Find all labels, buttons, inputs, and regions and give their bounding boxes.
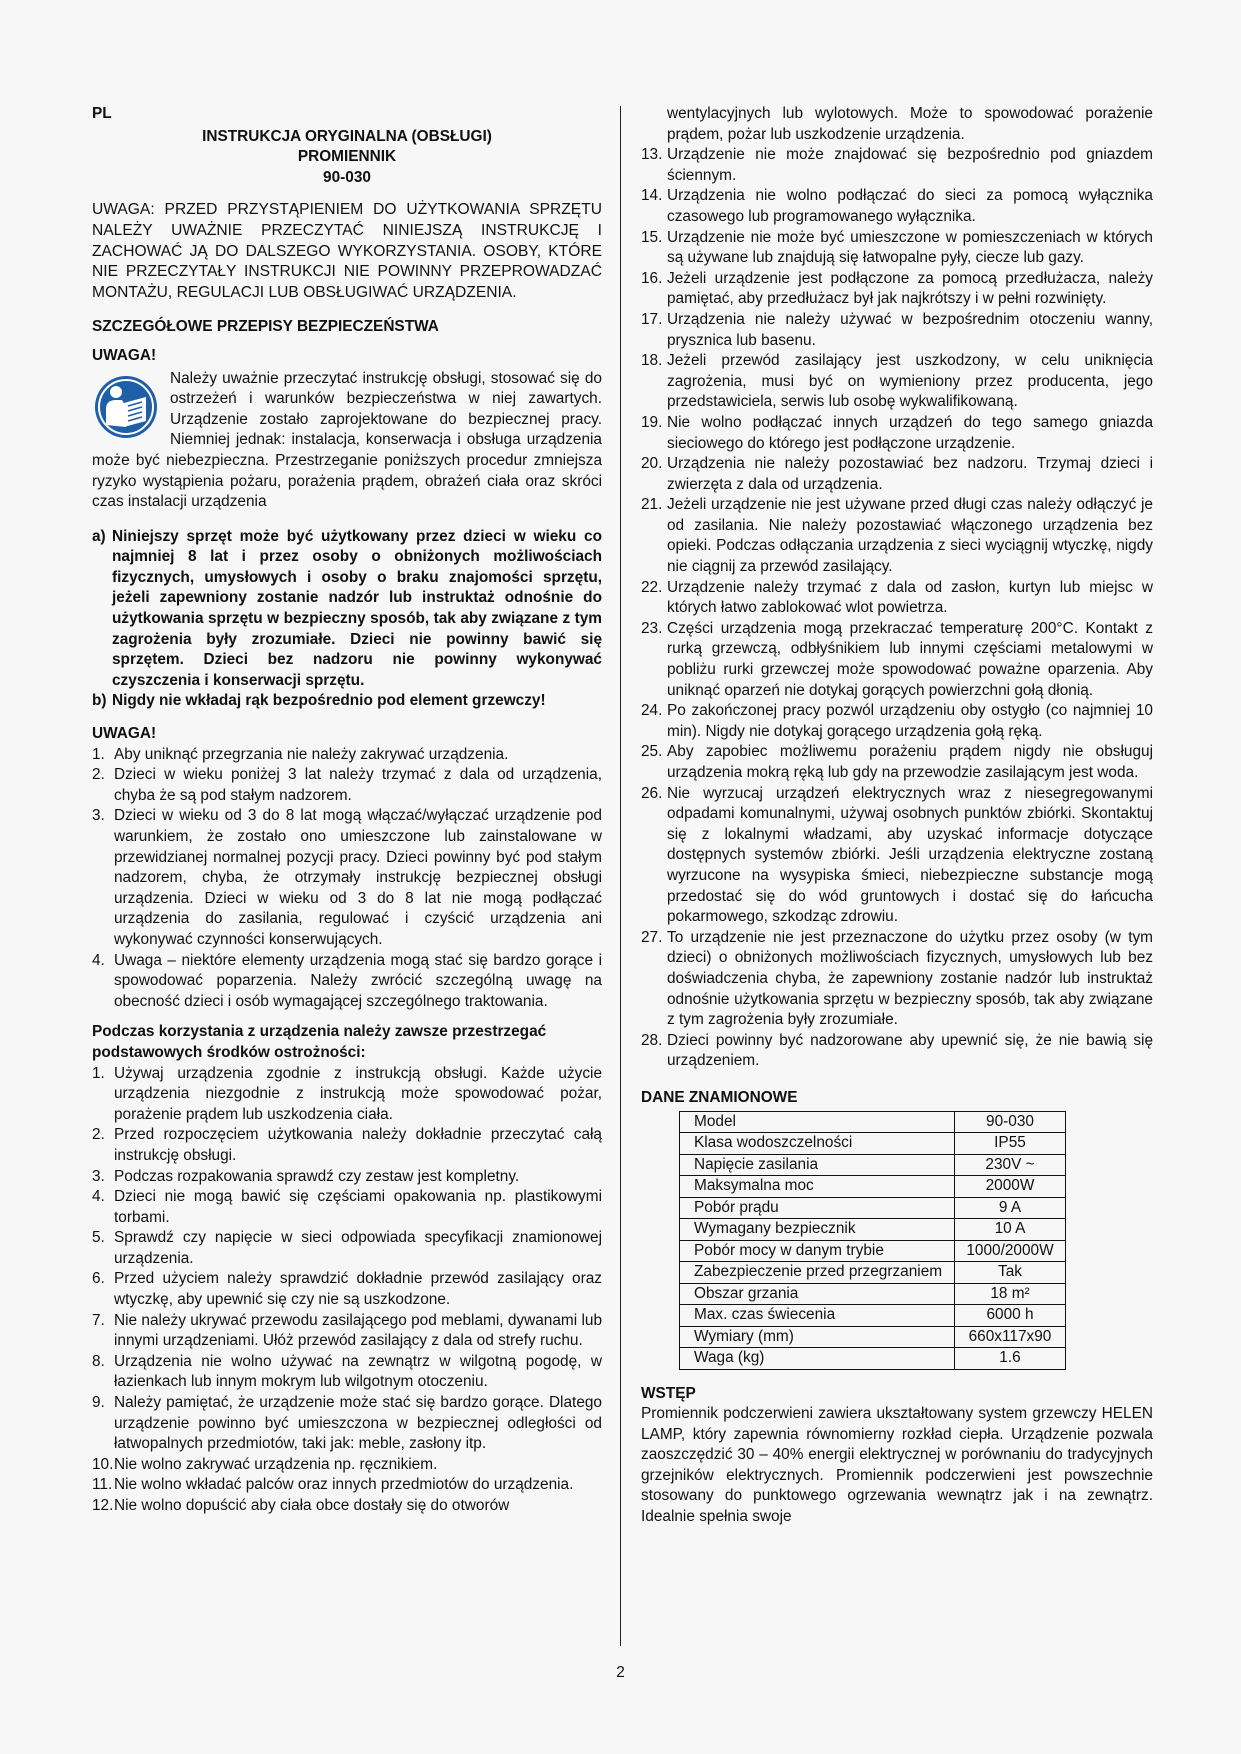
spec-value: 18 m²	[955, 1283, 1066, 1305]
spec-value: 1000/2000W	[955, 1240, 1066, 1262]
table-row	[680, 1176, 1066, 1198]
spec-value: 9 A	[955, 1197, 1066, 1219]
list-item	[92, 806, 602, 950]
list-text: Dzieci w wieku poniżej 3 lat należy trzymać z dala od urządzenia, chyba że są pod stałym nadzorem.	[114, 766, 602, 804]
table-row	[680, 1240, 1066, 1262]
list-text: Sprawdź czy napięcie w sieci odpowiada specyfikacji znamionowej urządzenia.	[114, 1229, 602, 1267]
list-number: 13.	[641, 146, 663, 164]
uwaga-list	[92, 745, 602, 1013]
table-row	[680, 1219, 1066, 1241]
list-item	[641, 619, 1153, 701]
list-item	[92, 1064, 602, 1126]
list-number: 4.	[92, 951, 105, 969]
table-row	[680, 1348, 1066, 1370]
spec-value: 90-030	[955, 1111, 1066, 1133]
table-row	[680, 1283, 1066, 1305]
list-text: Nie wolno wkładać palców oraz innych przedmiotów do urządzenia.	[114, 1476, 574, 1494]
list-number: 5.	[92, 1229, 105, 1247]
list-item	[641, 784, 1153, 928]
uwaga-heading-2: UWAGA!	[92, 725, 157, 743]
continued-text: wentylacyjnych lub wylotowych. Może to spowodować porażenie prądem, pożar lub uszkodzenie urządzenia.	[667, 105, 1153, 143]
list-number: 4.	[92, 1188, 105, 1206]
list-item	[92, 1125, 602, 1166]
product-code: 90-030	[323, 168, 371, 186]
list-item	[641, 310, 1153, 351]
list-item	[92, 1311, 602, 1352]
spec-label: Pobór prądu	[680, 1197, 955, 1219]
spec-value: 230V ~	[955, 1154, 1066, 1176]
spec-value: Tak	[955, 1262, 1066, 1284]
list-text: Przed rozpoczęciem użytkowania należy dokładnie przeczytać całą instrukcję obsługi.	[114, 1126, 602, 1164]
spec-value: 10 A	[955, 1219, 1066, 1241]
list-number: 24.	[641, 702, 663, 720]
list-item	[92, 1455, 602, 1476]
list-number: 6.	[92, 1270, 105, 1288]
list-number: 3.	[92, 1167, 105, 1185]
list-text: Nie należy ukrywać przewodu zasilającego pod meblami, dywanami lub innymi urządzeniami. Ułóż przewód zasilający z dala od strefy ruchu.	[114, 1311, 602, 1350]
page-number: 2	[616, 1664, 625, 1681]
table-row	[680, 1326, 1066, 1348]
language-code: PL	[92, 105, 112, 122]
list-text: Dzieci powinny być nadzorowane aby upewnić się, że nie bawią się urządzeniem.	[667, 1031, 1153, 1070]
list-text: Nigdy nie wkładaj rąk bezpośrednio pod element grzewczy!	[112, 692, 546, 710]
list-item	[641, 145, 1153, 186]
spec-value: IP55	[955, 1133, 1066, 1155]
list-number: 21.	[641, 496, 663, 514]
list-item	[92, 1269, 602, 1310]
table-row	[680, 1154, 1066, 1176]
table-row	[680, 1111, 1066, 1133]
list-item	[92, 1187, 602, 1228]
list-text: Uwaga – niektóre elementy urządzenia mogą stać się bardzo gorące i spowodować poparzenia. Należy zwrócić szczególną uwagę na obecność dzieci i osób wymagającej szczególnego traktowania.	[114, 951, 602, 1010]
list-text: Części urządzenia mogą przekraczać temperaturę 200°C. Kontakt z rurką grzewczą, odbłyśnikiem lub innymi częściami metalowymi w pobliżu rurki grzewczej może spowodować poważne oparzenia. Aby uniknąć oparzeń nie dotykaj gorących powierzchni gołą dłonią.	[667, 619, 1153, 699]
list-number: 19.	[641, 413, 663, 431]
list-item	[641, 1031, 1153, 1072]
list-number: 17.	[641, 310, 663, 328]
list-text: To urządzenie nie jest przeznaczone do użytku przez osoby (w tym dzieci) o obniżonych możliwościach fizycznych, umysłowych lub bez doświadczenia chyba, że zapewniony zostanie nadzór lub instruktaż odnośnie użytkowania sprzętu w bezpieczny sposób, tak aby związane z tym zagrożenia były zrozumiałe.	[667, 928, 1153, 1029]
list-item	[641, 701, 1153, 742]
spec-value: 6000 h	[955, 1305, 1066, 1327]
table-row	[680, 1305, 1066, 1327]
list-number: 18.	[641, 352, 663, 370]
list-number: 20.	[641, 455, 663, 473]
list-item	[641, 454, 1153, 495]
read-manual-icon	[94, 375, 158, 439]
list-text: Urządzenia nie należy używać w bezpośrednim otoczeniu wanny, prysznica lub basenu.	[667, 310, 1153, 349]
list-text: Aby zapobiec możliwemu porażeniu prądem nigdy nie obsługuj urządzenia mokrą ręką lub gdy na przewodzie zasilającym jest woda.	[667, 743, 1153, 781]
list-text: Urządzenie należy trzymać z dala od zasłon, kurtyn lub miejsc w których łatwo zablokować wlot powietrza.	[667, 578, 1153, 617]
intro-text: Należy uważnie przeczytać instrukcję obsługi, stosować się do ostrzeżeń i warunków bezpieczeństwa w niej zawartych. Urządzenie zostało zaprojektowane do bezpiecznej pracy. Niemniej jednak: instalacja, konserwacja i obsługa urządzenia może być niebezpieczna. Przestrzeganie poniższych procedur zmniejsza ryzyko wystąpienia pożaru, porażenia prądem, obrażeń ciała oraz skróci czas instalacji urządzenia	[92, 369, 602, 511]
list-text: Po zakończonej pracy pozwól urządzeniu oby ostygło (co najmniej 10 min). Nigdy nie dotykaj gorącego urządzenia gołą ręką.	[667, 702, 1153, 740]
list-item	[92, 527, 602, 692]
uwaga-heading: UWAGA!	[92, 346, 157, 364]
list-marker: b)	[92, 692, 107, 710]
list-item	[92, 1496, 602, 1517]
table-row	[680, 1197, 1066, 1219]
list-number: 22.	[641, 578, 663, 596]
list-item	[641, 269, 1153, 310]
list-item	[641, 351, 1153, 413]
list-number: 27.	[641, 928, 663, 946]
list-number: 8.	[92, 1352, 105, 1370]
right-column	[641, 104, 1153, 1528]
spec-label: Napięcie zasilania	[680, 1154, 955, 1176]
spec-label: Wymagany bezpiecznik	[680, 1219, 955, 1241]
list-item	[92, 1352, 602, 1393]
specs-table	[679, 1111, 1066, 1370]
list-text: Jeżeli przewód zasilający jest uszkodzony, w celu uniknięcia zagrożenia, musi być on wymieniony przez producenta, jego przedstawiciela, serwis lub osobę wykwalifikowaną.	[667, 352, 1153, 411]
list-number: 28.	[641, 1031, 663, 1049]
spec-label: Maksymalna moc	[680, 1176, 955, 1198]
list-text: Nie wolno zakrywać urządzenia np. ręcznikiem.	[114, 1455, 438, 1473]
introduction-heading: WSTĘP	[641, 1384, 696, 1402]
list-number: 25.	[641, 743, 663, 761]
spec-value: 660x117x90	[955, 1326, 1066, 1348]
product-name: PROMIENNIK	[297, 148, 397, 166]
document-title: INSTRUKCJA ORYGINALNA (OBSŁUGI)	[202, 127, 492, 145]
list-number: 15.	[641, 228, 663, 246]
list-number: 16.	[641, 269, 663, 287]
safety-heading: SZCZEGÓŁOWE PRZEPISY BEZPIECZEŃSTWA	[92, 318, 439, 336]
list-item	[641, 228, 1153, 269]
list-number: 23.	[641, 619, 663, 637]
safety-list-continued	[641, 145, 1153, 1072]
list-number: 11.	[92, 1476, 113, 1494]
table-row	[680, 1133, 1066, 1155]
spec-label: Pobór mocy w danym trybie	[680, 1240, 955, 1262]
list-text: Podczas rozpakowania sprawdź czy zestaw jest kompletny.	[114, 1167, 520, 1185]
list-number: 3.	[92, 807, 105, 825]
spec-label: Klasa wodoszczelności	[680, 1133, 955, 1155]
list-text: Nie wolno podłączać innych urządzeń do tego samego gniazda sieciowego do którego jest podłączone urządzenie.	[667, 413, 1153, 452]
list-item	[92, 765, 602, 806]
list-item	[641, 495, 1153, 577]
list-number: 7.	[92, 1311, 105, 1329]
list-text: Dzieci w wieku od 3 do 8 lat mogą włączać/wyłączać urządzenie pod warunkiem, że zostało ono umieszczone lub zainstalowane w przewidzianej normalnej pozycji pracy. Dzieci powinny być pod stałym nadzorem, chyba, że otrzymały instrukcję bezpiecznej obsługi urządzenia. Dzieci w wieku od 3 do 8 lat nie mogą podłączać urządzenia do zasilania, regulować i czyścić urządzenia ani wykonywać czynności konserwujących.	[114, 807, 602, 948]
table-row	[680, 1262, 1066, 1284]
usage-heading: Podczas korzystania z urządzenia należy zawsze przestrzegać podstawowych środków ostrożności:	[92, 1023, 547, 1061]
list-number: 9.	[92, 1394, 105, 1412]
list-item	[92, 951, 602, 1013]
column-divider	[620, 106, 621, 1646]
list-text: Używaj urządzenia zgodnie z instrukcją obsługi. Każde użycie urządzenia niezgodnie z instrukcją może spowodować pożar, porażenie prądem lub uszkodzenia ciała.	[114, 1064, 602, 1123]
list-text: Urządzenia nie wolno używać na zewnątrz w wilgotną pogodę, w łazienkach lub innym mokrym lub wilgotnym otoczeniu.	[114, 1352, 602, 1391]
list-text: Nie wolno dopuścić aby ciała obce dostały się do otworów	[114, 1497, 510, 1514]
list-item	[92, 1393, 602, 1455]
list-text: Jeżeli urządzenie jest podłączone za pomocą przedłużacza, należy pamiętać, aby przedłużacz był jak najkrótszy i w pełni rozwinięty.	[667, 269, 1153, 308]
list-item	[641, 928, 1153, 1031]
children-warning-list	[92, 527, 602, 712]
list-item	[92, 1228, 602, 1269]
list-number: 26.	[641, 784, 663, 802]
intro-block	[92, 369, 602, 513]
list-item	[92, 745, 602, 766]
list-number: 1.	[92, 1064, 105, 1082]
list-text: Urządzenia nie wolno podłączać do sieci za pomocą wyłącznika czasowego lub programowanego wyłącznika.	[667, 187, 1153, 225]
introduction-text: Promiennik podczerwieni zawiera ukształtowany system grzewczy HELEN LAMP, który zapewnia równomierny rozkład ciepła. Urządzenie pozwala zaoszczędzić 30 – 40% energii elektrycznej w porównaniu do tradycyjnych grzejników elektrycznych. Promiennik podczerwieni jest powszechnie stosowany do punktowego ogrzewania wewnątrz jak i na zewnątrz. Idealnie spełnia swoje	[641, 1405, 1153, 1526]
list-marker: a)	[92, 527, 106, 545]
list-item	[92, 1167, 602, 1188]
spec-label: Waga (kg)	[680, 1348, 955, 1370]
list-text: Przed użyciem należy sprawdzić dokładnie przewód zasilający oraz wtyczkę, aby upewnić się czy nie są uszkodzone.	[114, 1270, 602, 1309]
spec-label: Max. czas świecenia	[680, 1305, 955, 1327]
specs-heading: DANE ZNAMIONOWE	[641, 1088, 798, 1106]
list-number: 14.	[641, 187, 663, 205]
spec-label: Model	[680, 1111, 955, 1133]
spec-label: Obszar grzania	[680, 1283, 955, 1305]
list-item	[641, 578, 1153, 619]
list-text: Jeżeli urządzenie nie jest używane przed długi czas należy odłączyć je od zasilania. Nie należy pozostawiać włączonego urządzenia bez opieki. Podczas odłączania urządzenia z sieci wyciągnij wtyczkę, nigdy nie ciągnij za przewód zasilający.	[667, 496, 1153, 576]
list-text: Należy pamiętać, że urządzenie może stać się bardzo gorące. Dlatego urządzenie powinno być umieszczona w bezpiecznej odległości od łatwopalnych przedmiotów, taki jak: meble, zasłony itp.	[114, 1394, 602, 1453]
list-item	[641, 742, 1153, 783]
usage-list	[92, 1064, 602, 1517]
list-item	[92, 691, 602, 712]
list-text: Nie wyrzucaj urządzeń elektrycznych wraz z niesegregowanymi odpadami komunalnymi, używaj osobnych punktów zbiórki. Skontaktuj się z lokalnymi władzami, aby uzyskać informacje dotyczące dostępnych systemów zbiórki. Jeśli urządzenia elektryczne zostaną wyrzucone na wysypiska śmieci, niebezpieczne substancje mogą przedostać się do wód gruntowych i dostać się do łańcucha pokarmowego, szkodząc zdrowiu.	[667, 784, 1153, 926]
list-number: 10.	[92, 1455, 114, 1473]
list-number: 1.	[92, 745, 105, 763]
list-text: Urządzenie nie może znajdować się bezpośrednio pod gniazdem ściennym.	[667, 146, 1153, 184]
spec-label: Wymiary (mm)	[680, 1326, 955, 1348]
list-number: 12.	[92, 1497, 114, 1514]
list-item	[641, 413, 1153, 454]
list-text: Aby uniknąć przegrzania nie należy zakrywać urządzenia.	[114, 745, 509, 763]
spec-value: 2000W	[955, 1176, 1066, 1198]
spec-value: 1.6	[955, 1348, 1066, 1370]
left-column	[92, 104, 602, 1517]
list-text: Niniejszy sprzęt może być użytkowany przez dzieci w wieku co najmniej 8 lat i przez osoby o obniżonych możliwościach fizycznych, umysłowych i osoby o braku znajomości sprzętu, jeżeli zapewniony zostanie nadzór lub instruktaż odnośnie do użytkowania sprzętu w bezpieczny sposób, tak aby związane z tym zagrożenia były zrozumiałe. Dzieci nie powinny bawić się sprzętem. Dzieci bez nadzoru nie powinny wykonywać czyszczenia i konserwacji sprzętu.	[112, 527, 602, 689]
list-text: Urządzenie nie może być umieszczone w pomieszczeniach w których są używane lub znajdują się łatwopalne pyły, ciecze lub gazy.	[667, 228, 1153, 267]
list-item	[92, 1475, 602, 1496]
list-text: Dzieci nie mogą bawić się częściami opakowania np. plastikowymi torbami.	[114, 1188, 602, 1226]
read-instructions-warning: UWAGA: PRZED PRZYSTĄPIENIEM DO UŻYTKOWANIA SPRZĘTU NALEŻY UWAŻNIE PRZECZYTAĆ NINIEJSZĄ INSTRUKCJĘ I ZACHOWAĆ JĄ DO DALSZEGO WYKORZYSTANIA. OSOBY, KTÓRE NIE PRZECZYTAŁY INSTRUKCJI NIE POWINNY PRZEPROWADZAĆ MONTAŻU, REGULACJI LUB OBSŁUGIWAĆ URZĄDZENIA.	[92, 201, 602, 301]
list-item	[641, 186, 1153, 227]
list-number: 2.	[92, 1126, 105, 1144]
list-text: Urządzenia nie należy pozostawiać bez nadzoru. Trzymaj dzieci i zwierzęta z dala od urządzenia.	[667, 455, 1153, 493]
spec-label: Zabezpieczenie przed przegrzaniem	[680, 1262, 955, 1284]
list-number: 2.	[92, 766, 105, 784]
